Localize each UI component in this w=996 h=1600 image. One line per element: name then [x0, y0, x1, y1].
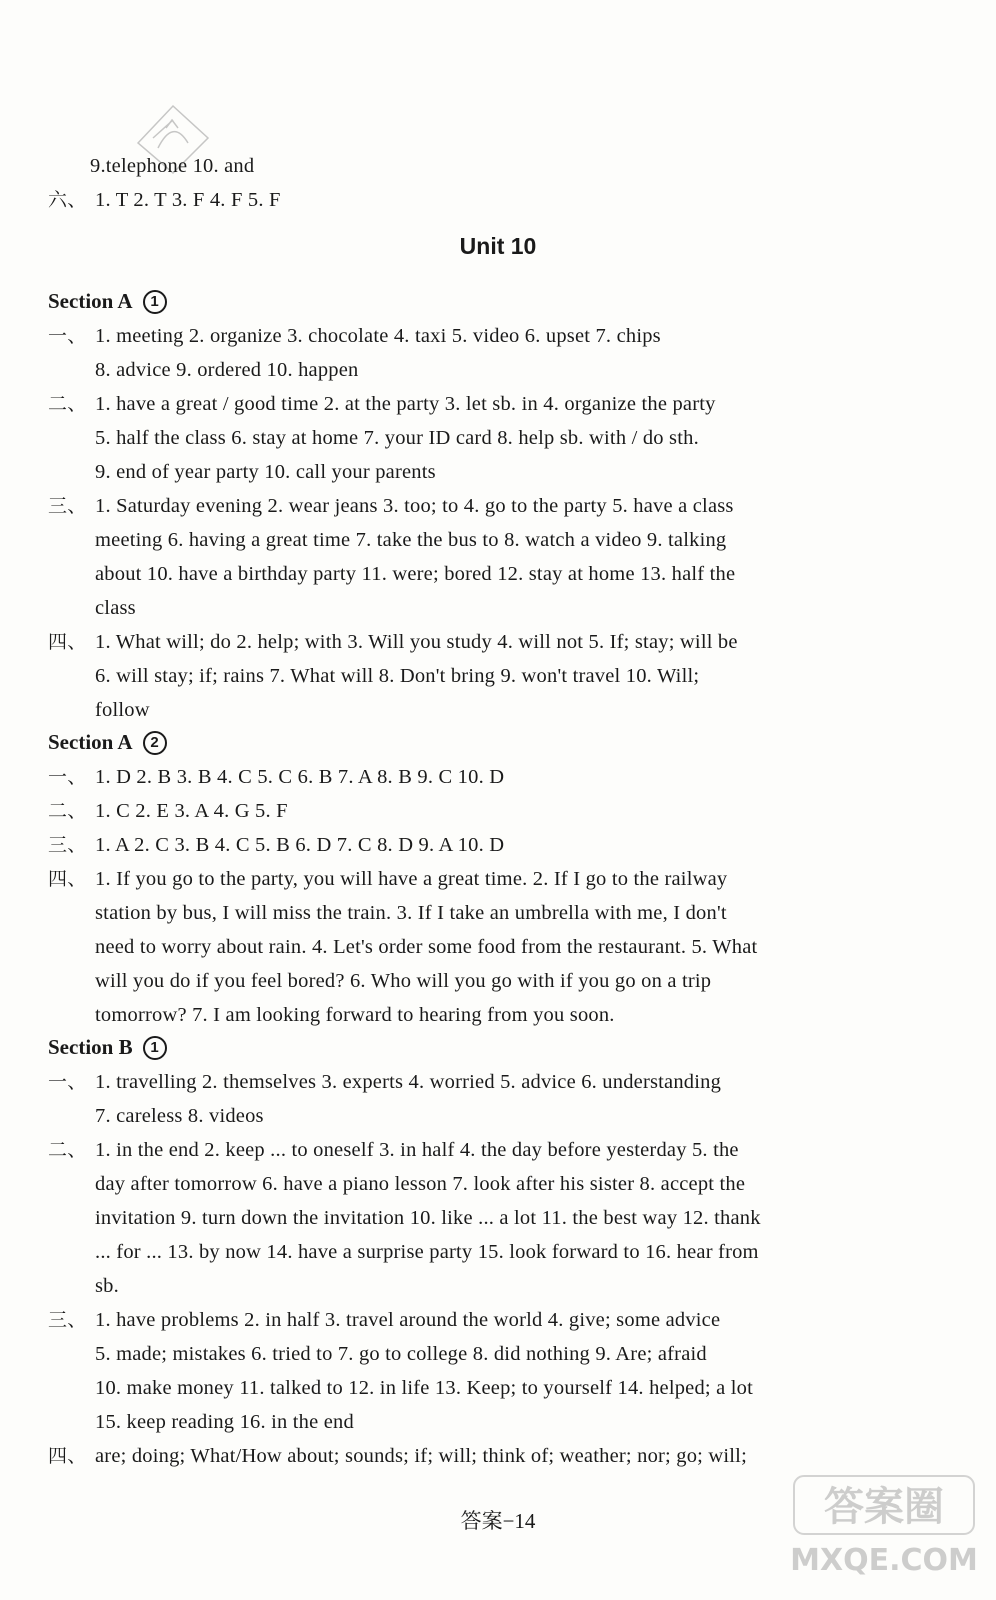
watermark-bottom-text: MXQE.COM — [790, 1543, 978, 1578]
answer-text: are; doing; What/How about; sounds; if; will; think of; weather; nor; go; will; — [95, 1445, 747, 1467]
a2-part4-line1 — [48, 862, 940, 896]
part-marker: 四、 — [48, 868, 87, 890]
part-marker: 四、 — [48, 631, 87, 653]
b1-part1-line1 — [48, 1065, 940, 1099]
b1-part3-line4: 15. keep reading 16. in the end — [95, 1411, 354, 1433]
a1-part4-line1 — [48, 625, 940, 659]
b1-part2-line4: ... for ... 13. by now 14. have a surprise party 15. look forward to 16. hear from — [95, 1241, 759, 1263]
answer-text: 1. in the end 2. keep ... to oneself 3. in half 4. the day before yesterday 5. the — [95, 1139, 739, 1161]
a1-part3-line4: class — [95, 597, 136, 619]
page-number: 答案−14 — [460, 1509, 536, 1533]
answer-text: 1. meeting 2. organize 3. chocolate 4. taxi 5. video 6. upset 7. chips — [95, 325, 661, 347]
answer-text: 1. What will; do 2. help; with 3. Will you study 4. will not 5. If; stay; will be — [95, 631, 738, 653]
section-label: Section B — [48, 1035, 133, 1059]
part-marker: 三、 — [48, 495, 87, 517]
answer-text: 1. travelling 2. themselves 3. experts 4. worried 5. advice 6. understanding — [95, 1071, 722, 1093]
part-marker: 三、 — [48, 1309, 87, 1331]
a1-part3-line1 — [48, 489, 940, 523]
answer-text: 1. have problems 2. in half 3. travel around the world 4. give; some advice — [95, 1309, 721, 1331]
answer-text: 1. D 2. B 3. B 4. C 5. C 6. B 7. A 8. B 9. C 10. D — [95, 766, 505, 788]
top-line-1: 9.telephone 10. and — [90, 155, 255, 177]
b1-part2-line3: invitation 9. turn down the invitation 10. like ... a lot 11. the best way 12. thank — [95, 1207, 761, 1229]
part-marker: 二、 — [48, 800, 87, 822]
a2-part4-line2: station by bus, I will miss the train. 3. If I take an umbrella with me, I don't — [95, 902, 727, 924]
part-marker: 一、 — [48, 325, 87, 347]
section-b1-heading — [48, 1030, 167, 1064]
answer-text: 1. Saturday evening 2. wear jeans 3. too; to 4. go to the party 5. have a class — [95, 495, 734, 517]
a1-part1-line2: 8. advice 9. ordered 10. happen — [95, 359, 359, 381]
b1-part3-line2: 5. made; mistakes 6. tried to 7. go to college 8. did nothing 9. Are; afraid — [95, 1343, 707, 1365]
part-marker: 四、 — [48, 1445, 87, 1467]
a2-part1 — [48, 760, 940, 794]
a1-part1-line1 — [48, 319, 940, 353]
b1-part1-line2: 7. careless 8. videos — [95, 1105, 264, 1127]
unit-title: Unit 10 — [459, 233, 537, 259]
a2-part4-line3: need to worry about rain. 4. Let's order some food from the restaurant. 5. What — [95, 936, 758, 958]
answer-text: 1. A 2. C 3. B 4. C 5. B 6. D 7. C 8. D 9. A 10. D — [95, 834, 505, 856]
part-marker: 一、 — [48, 1071, 87, 1093]
b1-part3-line3: 10. make money 11. talked to 12. in life 13. Keep; to yourself 14. helped; a lot — [95, 1377, 753, 1399]
b1-part2-line1 — [48, 1133, 940, 1167]
section-label: Section A — [48, 730, 133, 754]
b1-part2-line5: sb. — [95, 1275, 119, 1297]
watermark-top-text: 答案圈 — [824, 1484, 944, 1530]
part-marker: 一、 — [48, 766, 87, 788]
part-six-marker: 六、 — [48, 189, 87, 211]
a1-part4-line3: follow — [95, 699, 150, 721]
b1-part4-line1 — [48, 1439, 940, 1473]
top-line-2 — [48, 183, 940, 217]
b1-part3-line1 — [48, 1303, 940, 1337]
a1-part2-line2: 5. half the class 6. stay at home 7. your ID card 8. help sb. with / do sth. — [95, 427, 699, 449]
watermark-logo — [790, 1470, 980, 1580]
a2-part3 — [48, 828, 940, 862]
part-six-answers: 1. T 2. T 3. F 4. F 5. F — [95, 189, 281, 211]
section-a1-heading — [48, 284, 167, 318]
a1-part3-line2: meeting 6. having a great time 7. take the bus to 8. watch a video 9. talking — [95, 529, 727, 551]
part-marker: 三、 — [48, 834, 87, 856]
answer-text: 1. have a great / good time 2. at the party 3. let sb. in 4. organize the party — [95, 393, 716, 415]
section-number-badge: 2 — [143, 731, 167, 755]
a2-part2 — [48, 794, 940, 828]
a1-part2-line1 — [48, 387, 940, 421]
a1-part4-line2: 6. will stay; if; rains 7. What will 8. Don't bring 9. won't travel 10. Will; — [95, 665, 700, 687]
part-marker: 二、 — [48, 1139, 87, 1161]
a1-part2-line3: 9. end of year party 10. call your parents — [95, 461, 436, 483]
answer-text: 1. If you go to the party, you will have a great time. 2. If I go to the railway — [95, 868, 728, 890]
b1-part2-line2: day after tomorrow 6. have a piano lesson 7. look after his sister 8. accept the — [95, 1173, 746, 1195]
a2-part4-line5: tomorrow? 7. I am looking forward to hearing from you soon. — [95, 1004, 615, 1026]
section-label: Section A — [48, 289, 133, 313]
a1-part3-line3: about 10. have a birthday party 11. were; bored 12. stay at home 13. half the — [95, 563, 736, 585]
a2-part4-line4: will you do if you feel bored? 6. Who will you go with if you go on a trip — [95, 970, 712, 992]
part-marker: 二、 — [48, 393, 87, 415]
section-number-badge: 1 — [143, 1036, 167, 1060]
section-a2-heading — [48, 725, 167, 759]
answer-text: 1. C 2. E 3. A 4. G 5. F — [95, 800, 288, 822]
section-number-badge: 1 — [143, 290, 167, 314]
